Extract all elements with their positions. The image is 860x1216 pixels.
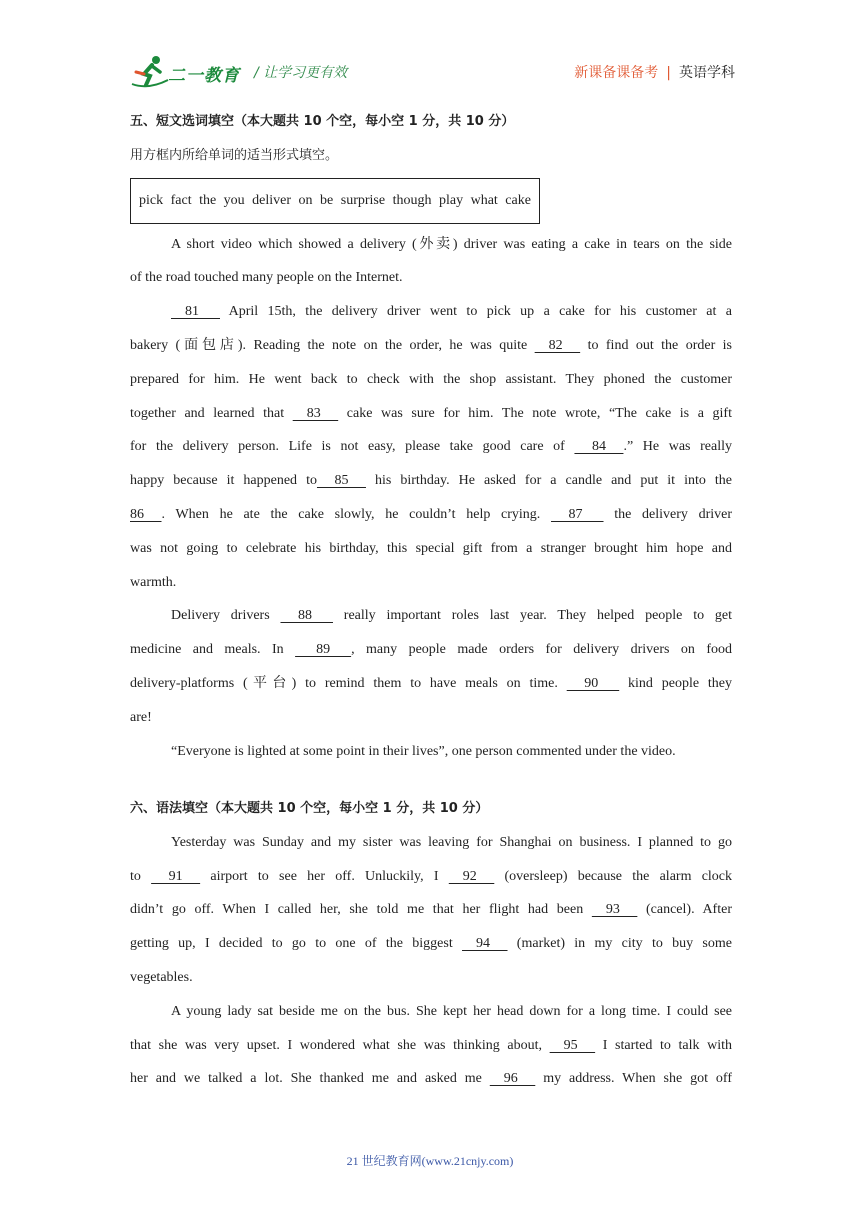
passage-text: prepared for him. He went back to check with the shop assistant. They phoned the customer <box>130 371 732 387</box>
passage-text: Delivery drivers <box>171 608 281 624</box>
passage-line <box>130 498 732 532</box>
answer-blank: 85 <box>316 473 366 489</box>
passage-text: medicine and meals. In <box>130 642 296 658</box>
passage-text: the delivery driver <box>603 506 732 522</box>
word-box: pick fact the you deliver on be surprise though play what cake <box>130 178 540 224</box>
header-separator: | <box>666 65 671 81</box>
passage-text: for the delivery person. Life is not easy, please take good care of <box>130 439 575 455</box>
section6 <box>130 792 732 1096</box>
passage-line <box>130 735 732 769</box>
answer-blank: 89 <box>295 642 352 658</box>
passage-text: was not going to celebrate his birthday, this special gift from a stranger brought him hope and <box>130 540 732 556</box>
passage-text: to find out the order is <box>580 337 732 353</box>
answer-blank: 93 <box>591 902 638 918</box>
answer-blank: 82 <box>534 337 581 353</box>
passage-text: A young lady sat beside me on the bus. She kept her head down for a long time. I could see <box>171 1003 732 1019</box>
passage-line <box>130 633 732 667</box>
header-course-info <box>574 62 735 82</box>
passage-text: happy because it happened to <box>130 473 317 489</box>
passage-text: airport to see her off. Unluckily, I <box>200 868 449 884</box>
answer-blank: 90 <box>566 675 620 691</box>
logo-text: 二一教育 <box>168 66 240 86</box>
answer-blank: 95 <box>549 1037 596 1053</box>
passage-line <box>130 228 732 262</box>
section5 <box>130 105 732 768</box>
passage-text: that she was very upset. I wondered what she was thinking about, <box>130 1037 550 1053</box>
passage-text: vegetables. <box>130 969 193 985</box>
passage-text: (market) in my city to buy some <box>507 936 732 952</box>
answer-blank: 91 <box>151 868 201 884</box>
answer-blank: 81 <box>171 304 220 320</box>
answer-blank: 94 <box>462 936 508 952</box>
section5-title: 五、短文选词填空（本大题共 10 个空，每小空 1 分，共 10 分） <box>130 114 515 129</box>
passage-text: together and learned that <box>130 405 293 421</box>
passage-text: Yesterday was Sunday and my sister was leaving for Shanghai on business. I planned to go <box>171 834 732 850</box>
passage-line <box>130 1062 732 1096</box>
passage-line <box>130 599 732 633</box>
page-footer: 21 世纪教育网(www.21cnjy.com) <box>346 1154 514 1168</box>
answer-blank: 87 <box>551 506 604 522</box>
answer-blank: 86 <box>130 506 162 522</box>
passage-line <box>130 397 732 431</box>
passage-text: I started to talk with <box>595 1037 732 1053</box>
passage-text: kind people they <box>619 675 732 691</box>
answer-blank: 83 <box>292 405 339 421</box>
passage-text: .” He was really <box>623 439 732 455</box>
passage-text: A short video which showed a delivery (外卖) driver was eating a cake in tears on the side <box>171 236 732 252</box>
passage-line <box>130 893 732 927</box>
passage-line <box>130 860 732 894</box>
passage-text: my address. When she got off <box>535 1071 732 1087</box>
answer-blank: 92 <box>448 868 495 884</box>
passage-line <box>130 826 732 860</box>
passage-text: April 15th, the delivery driver went to pick up a cake for his customer at a <box>220 304 732 320</box>
page-header <box>130 54 735 94</box>
passage-text: are! <box>130 709 152 725</box>
section6-passage <box>130 826 732 1096</box>
answer-blank: 84 <box>574 439 624 455</box>
passage-line <box>130 430 732 464</box>
passage-line <box>130 464 732 498</box>
passage-text: of the road touched many people on the Internet. <box>130 270 403 286</box>
passage-line <box>130 532 732 566</box>
passage-line <box>130 927 732 961</box>
passage-line <box>130 261 732 295</box>
logo <box>130 54 250 90</box>
section6-title: 六、语法填空（本大题共 10 个空，每小空 1 分，共 10 分） <box>130 801 489 816</box>
passage-line <box>130 701 732 735</box>
passage-line <box>130 329 732 363</box>
passage-line <box>130 566 732 600</box>
passage-text: his birthday. He asked for a candle and put it into the <box>365 473 732 489</box>
passage-text: “Everyone is lighted at some point in their lives”, one person commented under the video. <box>171 743 676 759</box>
answer-blank: 88 <box>280 608 333 624</box>
passage-text: bakery (面包店). Reading the note on the order, he was quite <box>130 337 535 353</box>
passage-line <box>130 961 732 995</box>
passage-text: warmth. <box>130 574 177 590</box>
passage-text: really important roles last year. They helped people to get <box>332 608 732 624</box>
passage-text: her and we talked a lot. She thanked me and asked me <box>130 1071 490 1087</box>
passage-line <box>130 295 732 329</box>
passage-line <box>130 667 732 701</box>
passage-line <box>130 363 732 397</box>
passage-text: getting up, I decided to go to one of the biggest <box>130 936 463 952</box>
section5-passage <box>130 228 732 769</box>
passage-text: , many people made orders for delivery drivers on food <box>351 642 732 658</box>
passage-line <box>130 1029 732 1063</box>
passage-text: to <box>130 868 152 884</box>
answer-blank: 96 <box>489 1071 536 1087</box>
passage-text: . When he ate the cake slowly, he couldn’t help crying. <box>161 506 552 522</box>
passage-text: (cancel). After <box>637 902 732 918</box>
header-slogan: / 让学习更有效 <box>254 65 348 81</box>
passage-text: (oversleep) because the alarm clock <box>494 868 732 884</box>
passage-line <box>130 995 732 1029</box>
header-subject: 英语学科 <box>679 65 735 81</box>
section5-instruction: 用方框内所给单词的适当形式填空。 <box>130 147 339 163</box>
runner-logo-icon <box>130 54 170 88</box>
header-course: 新课备课备考 <box>574 65 659 81</box>
passage-text: delivery-platforms (平台) to remind them to have meals on time. <box>130 675 567 691</box>
passage-text: cake was sure for him. The note wrote, “The cake is a gift <box>338 405 732 421</box>
passage-text: didn’t go off. When I called her, she told me that her flight had been <box>130 902 592 918</box>
